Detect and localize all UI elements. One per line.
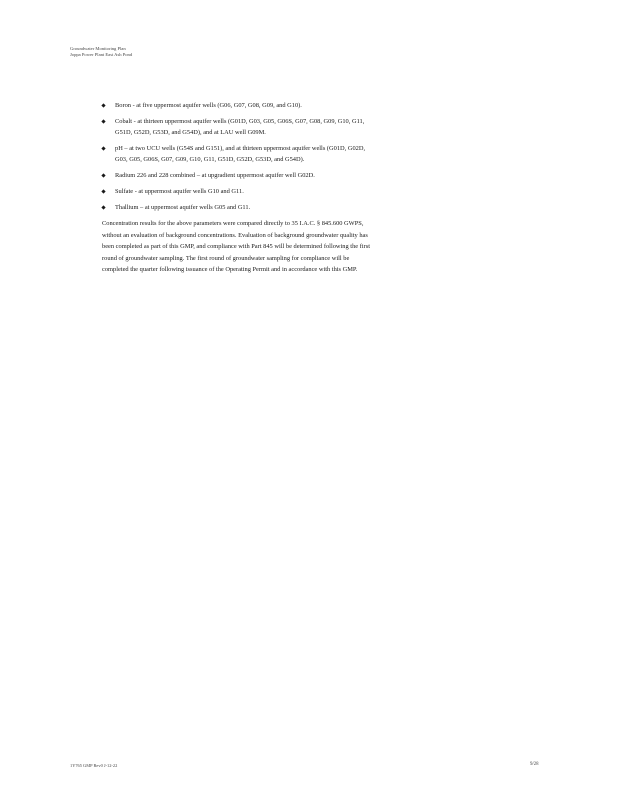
body-paragraph: Concentration results for the above parameters were compared directly to 35 I.A.C. § 845.600 GWPS, without an evaluation of background concentrations. Evaluation of background groundwater quality has been completed as part of this GMP, and compliance with Part 845 will be determined following the first round of groundwater sampling. The first round of groundwater sampling for compliance will be completed the quarter following issuance of the Operating Permit and in accordance with this GMP. [102, 220, 370, 274]
diamond-bullet-icon [101, 146, 105, 150]
bullet-item-ph [102, 143, 370, 165]
bullet-item-boron [102, 100, 370, 111]
bullet-text: pH – at two UCU wells (G54S and G151), and at thirteen uppermost aquifer wells (G01D, G02D, G03, G05, G06S, G07, G09, G10, G11, G51D, G52D, G53D, and G54D). [115, 145, 366, 163]
bullet-item-sulfate [102, 186, 370, 197]
footer-page-number: 9/28 [530, 762, 539, 767]
diamond-bullet-icon [101, 189, 105, 193]
bullet-text: Cobalt - at thirteen uppermost aquifer wells (G01D, G03, G05, G06S, G07, G08, G09, G10, G11, G51D, G52D, G53D, and G54D), and at LAU well G09M. [115, 118, 365, 136]
page-header [70, 46, 132, 58]
diamond-bullet-icon [101, 173, 105, 177]
page-content [102, 100, 370, 282]
bullet-item-cobalt [102, 116, 370, 138]
diamond-bullet-icon [101, 205, 105, 209]
bullet-text: Sulfate - at uppermost aquifer wells G10 and G11. [115, 188, 244, 195]
diamond-bullet-icon [101, 119, 105, 123]
bullet-text: Thallium – at uppermost aquifer wells G05 and G11. [115, 204, 251, 211]
bullet-item-radium [102, 170, 370, 181]
header-document-title: Groundwater Monitoring Plan [70, 46, 126, 51]
footer-document-id: 1Y765 GMP Rev0 J-12-22 [70, 763, 118, 768]
parameter-bullet-list [102, 100, 370, 213]
diamond-bullet-icon [101, 103, 105, 107]
bullet-text: Radium 226 and 228 combined – at upgradient uppermost aquifer well G02D. [115, 172, 315, 179]
bullet-text: Boron - at five uppermost aquifer wells (G06, G07, G08, G09, and G10). [115, 102, 302, 109]
bullet-item-thallium [102, 202, 370, 213]
header-site-name: Joppa Power Plant East Ash Pond [70, 52, 133, 57]
